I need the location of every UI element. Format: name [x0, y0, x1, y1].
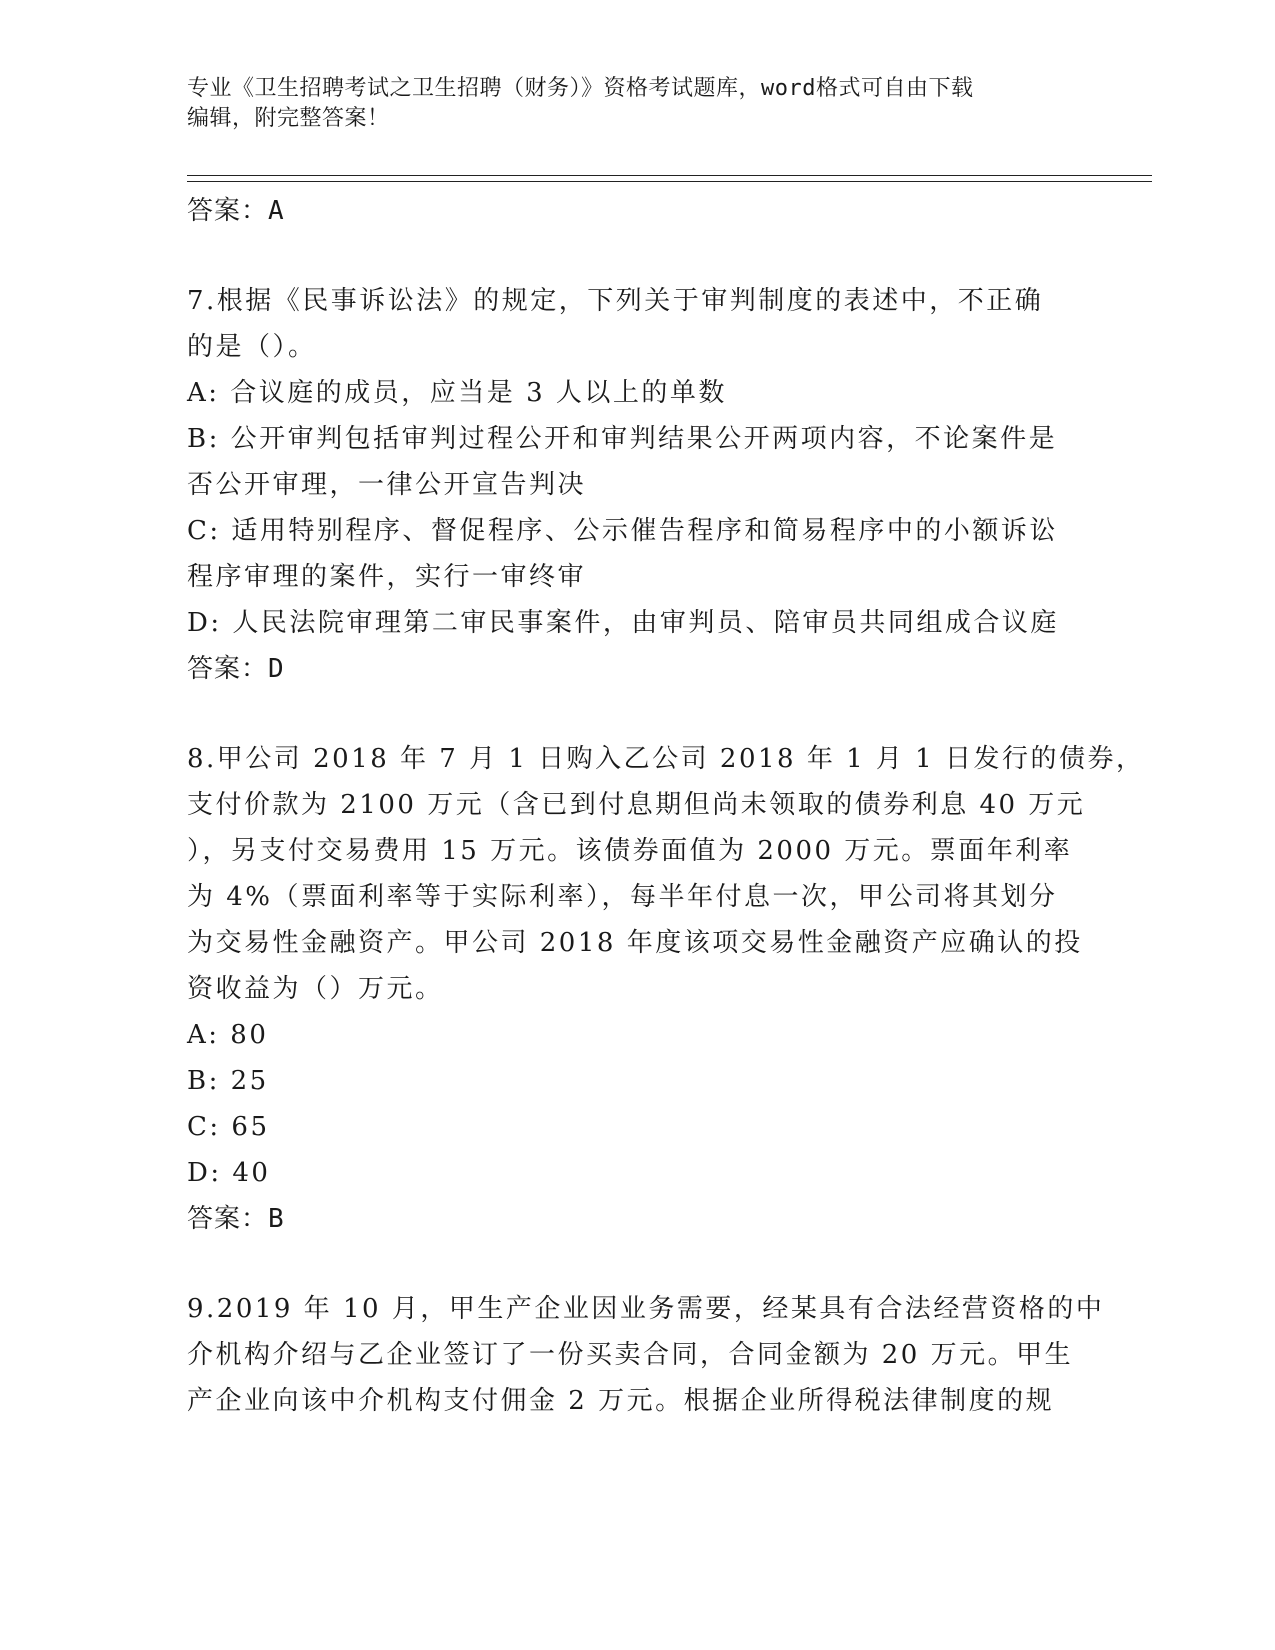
question-7-stem-line-1: 7.根据《民事诉讼法》的规定，下列关于审判制度的表述中，不正确 — [187, 286, 1044, 316]
question-8-stem-line-3: ），另支付交易费用 15 万元。该债券面值为 2000 万元。票面年利率 — [187, 836, 1073, 866]
previous-answer: 答案：A — [187, 196, 285, 226]
question-8-stem-line-4: 为 4%（票面利率等于实际利率），每半年付息一次，甲公司将其划分 — [187, 882, 1058, 912]
question-9 — [187, 1286, 1105, 1424]
question-7-option-c-line-2: 程序审理的案件，实行一审终审 — [187, 562, 587, 592]
page-header — [187, 74, 1067, 134]
question-7-option-a: A: 合议庭的成员，应当是 3 人以上的单数 — [187, 378, 727, 408]
question-content — [187, 188, 1145, 1424]
question-8-stem-line-5: 为交易性金融资产。甲公司 2018 年度该项交易性金融资产应确认的投 — [187, 928, 1083, 958]
question-8-option-b: B: 25 — [187, 1066, 269, 1096]
spacer — [187, 1242, 1087, 1286]
spacer — [187, 234, 1087, 278]
question-8-stem-line-2: 支付价款为 2100 万元（含已到付息期但尚未领取的债券利息 40 万元 — [187, 790, 1086, 820]
question-7-stem-line-2: 的是（）。 — [187, 332, 317, 362]
question-8-option-a: A: 80 — [187, 1020, 269, 1050]
question-8-stem-line-1: 8.甲公司 2018 年 7 月 1 日购入乙公司 2018 年 1 月 1 日发行的债券， — [187, 744, 1145, 774]
question-8-stem-line-6: 资收益为（）万元。 — [187, 974, 444, 1004]
question-9-stem-line-2: 介机构介绍与乙企业签订了一份买卖合同，合同金额为 20 万元。甲生 — [187, 1340, 1074, 1370]
question-9-stem-line-1: 9.2019 年 10 月，甲生产企业因业务需要，经某具有合法经营资格的中 — [187, 1294, 1105, 1324]
question-8 — [187, 736, 1145, 1242]
question-8-option-d: D: 40 — [187, 1158, 271, 1188]
question-7-option-b-line-2: 否公开审理，一律公开宣告判决 — [187, 470, 587, 500]
spacer — [187, 692, 1087, 736]
header-divider-top — [187, 175, 1152, 176]
question-7 — [187, 278, 1087, 692]
question-8-answer: 答案：B — [187, 1204, 285, 1234]
question-7-option-b-line-1: B: 公开审判包括审判过程公开和审判结果公开两项内容，不论案件是 — [187, 424, 1058, 454]
question-7-option-d: D: 人民法院审理第二审民事案件，由审判员、陪审员共同组成合议庭 — [187, 608, 1059, 638]
question-9-stem-line-3: 产企业向该中介机构支付佣金 2 万元。根据企业所得税法律制度的规 — [187, 1386, 1055, 1416]
question-8-option-c: C: 65 — [187, 1112, 270, 1142]
question-7-option-c-line-1: C: 适用特别程序、督促程序、公示催告程序和简易程序中的小额诉讼 — [187, 516, 1058, 546]
question-7-answer: 答案：D — [187, 654, 285, 684]
header-line-2: 编辑，附完整答案！ — [187, 106, 390, 131]
header-divider-bottom — [187, 181, 1152, 182]
header-line-1: 专业《卫生招聘考试之卫生招聘（财务）》资格考试题库，word格式可自由下载 — [187, 76, 974, 101]
